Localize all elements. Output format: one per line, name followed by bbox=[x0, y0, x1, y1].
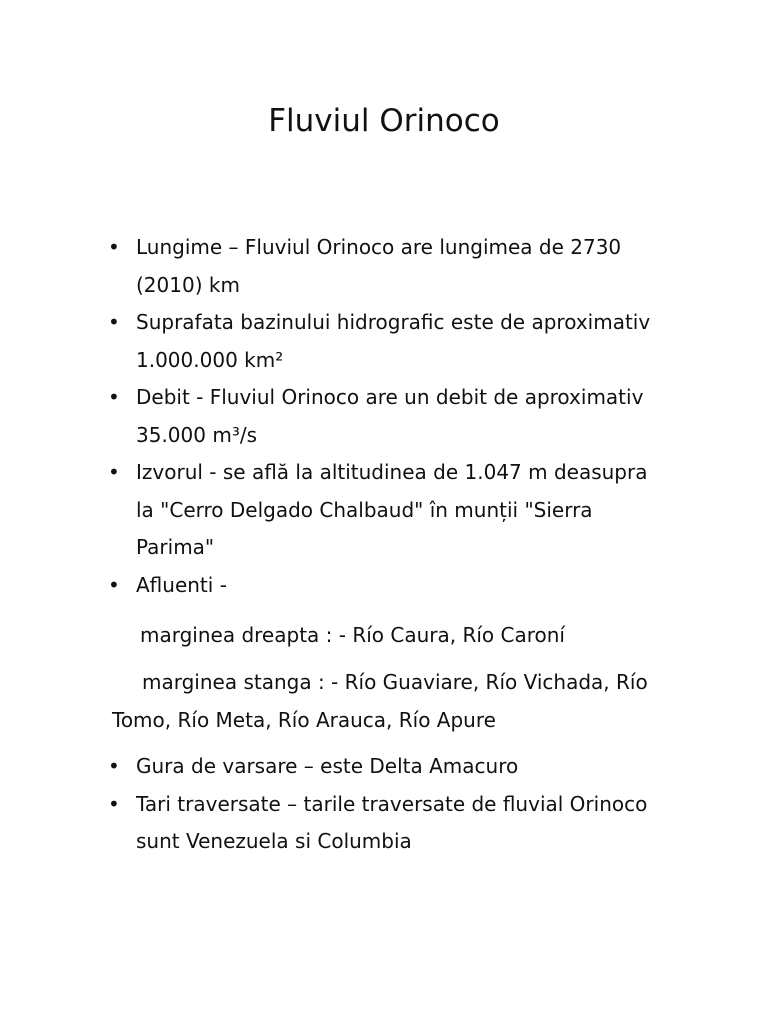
list-item bbox=[108, 229, 668, 304]
bullet-icon: • bbox=[108, 572, 120, 597]
bullet-icon: • bbox=[108, 385, 120, 409]
left-bank-tributaries: marginea stanga : - Río Guaviare, Río Vichada, Río Tomo, Río Meta, Río Arauca, Río Apure bbox=[112, 670, 648, 732]
facts-list-continued bbox=[108, 748, 668, 861]
right-bank-tributaries: marginea dreapta : - Río Caura, Río Caroní bbox=[140, 623, 565, 647]
list-item-text: Tari traversate – tarile traversate de fluvial Orinoco sunt Venezuela si Columbia bbox=[136, 791, 648, 853]
bullet-icon: • bbox=[108, 235, 120, 259]
list-item-text: Afluenti - bbox=[136, 572, 227, 597]
list-item bbox=[108, 748, 668, 786]
bullet-icon: • bbox=[108, 754, 120, 778]
facts-list bbox=[108, 229, 668, 604]
list-item bbox=[108, 786, 668, 861]
list-item bbox=[108, 454, 668, 567]
list-item-text: Gura de varsare – este Delta Amacuro bbox=[136, 754, 519, 778]
list-item-text: Lungime – Fluviul Orinoco are lungimea de 2730 (2010) km bbox=[136, 235, 622, 297]
list-item bbox=[108, 304, 668, 379]
list-item bbox=[108, 379, 668, 454]
list-item bbox=[108, 567, 668, 605]
bullet-icon: • bbox=[108, 791, 120, 816]
document-title: Fluviul Orinoco bbox=[268, 103, 500, 139]
list-item-text: Debit - Fluviul Orinoco are un debit de aproximativ 35.000 m³/s bbox=[136, 385, 644, 447]
bullet-icon: • bbox=[108, 460, 120, 484]
list-item-text: Suprafata bazinului hidrografic este de aproximativ 1.000.000 km² bbox=[136, 310, 651, 372]
list-item-text: Izvorul - se află la altitudinea de 1.047 m deasupra la "Cerro Delgado Chalbaud" în munții "Sierra Parima" bbox=[136, 460, 648, 559]
bullet-icon: • bbox=[108, 310, 120, 334]
